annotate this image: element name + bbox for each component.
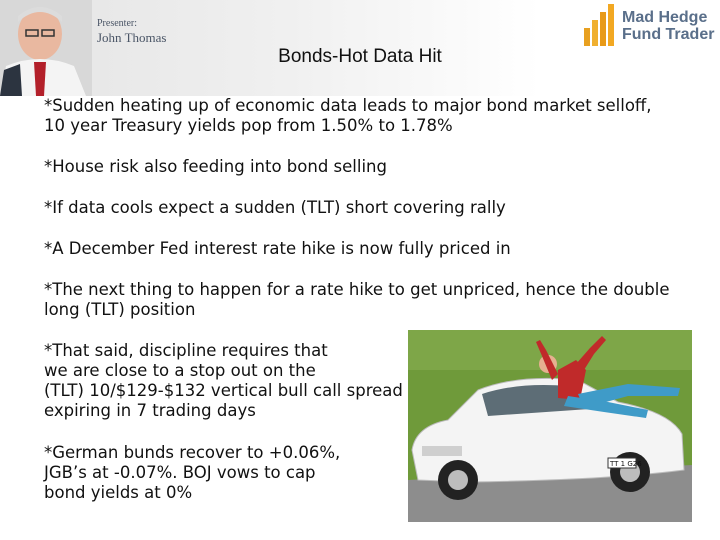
license-plate: TT 1 G26 — [610, 460, 642, 468]
bullet-6-line-4: expiring in 7 trading days — [44, 401, 256, 420]
logo-line1: Mad Hedge — [622, 9, 708, 26]
bullet-7 — [44, 443, 340, 503]
slide-photo — [408, 330, 692, 522]
presenter-role: Presenter: — [97, 18, 137, 29]
bullet-2-line-1: *House risk also feeding into bond selling — [44, 157, 387, 176]
bullet-6 — [44, 341, 403, 421]
bullet-1-line-1: *Sudden heating up of economic data leads to major bond market selloff, — [44, 96, 652, 115]
brand-logo — [582, 2, 716, 48]
bullet-7-line-1: *German bunds recover to +0.06%, — [44, 443, 341, 462]
presenter-info — [97, 19, 166, 44]
logo-line2: Fund Trader — [622, 26, 715, 43]
bullet-2 — [44, 157, 387, 177]
bullet-3-line-1: *If data cools expect a sudden (TLT) short covering rally — [44, 198, 506, 217]
bullet-6-line-3: (TLT) 10/$129-$132 vertical bull call spread — [44, 381, 403, 400]
bullet-1-line-2: 10 year Treasury yields pop from 1.50% to 1.78% — [44, 116, 453, 135]
slide-title: Bonds-Hot Data Hit — [278, 46, 442, 67]
bullet-5 — [44, 280, 670, 320]
bullet-6-line-2: we are close to a stop out on the — [44, 361, 316, 380]
bullet-4-line-1: *A December Fed interest rate hike is now fully priced in — [44, 239, 511, 258]
bullet-1 — [44, 96, 652, 136]
bullet-6-line-1: *That said, discipline requires that — [44, 341, 328, 360]
bullet-7-line-3: bond yields at 0% — [44, 483, 193, 502]
bullet-4 — [44, 239, 511, 259]
bullet-7-line-2: JGB’s at -0.07%. BOJ vows to cap — [44, 463, 316, 482]
bullet-3 — [44, 198, 506, 218]
bullet-5-line-2: long (TLT) position — [44, 300, 196, 319]
man-falling-off-car-photo-icon — [408, 330, 692, 522]
bar-chart-logo-icon — [582, 2, 622, 48]
bullet-5-line-1: *The next thing to happen for a rate hike to get unpriced, hence the double — [44, 280, 670, 299]
presenter-name: John Thomas — [97, 30, 167, 45]
